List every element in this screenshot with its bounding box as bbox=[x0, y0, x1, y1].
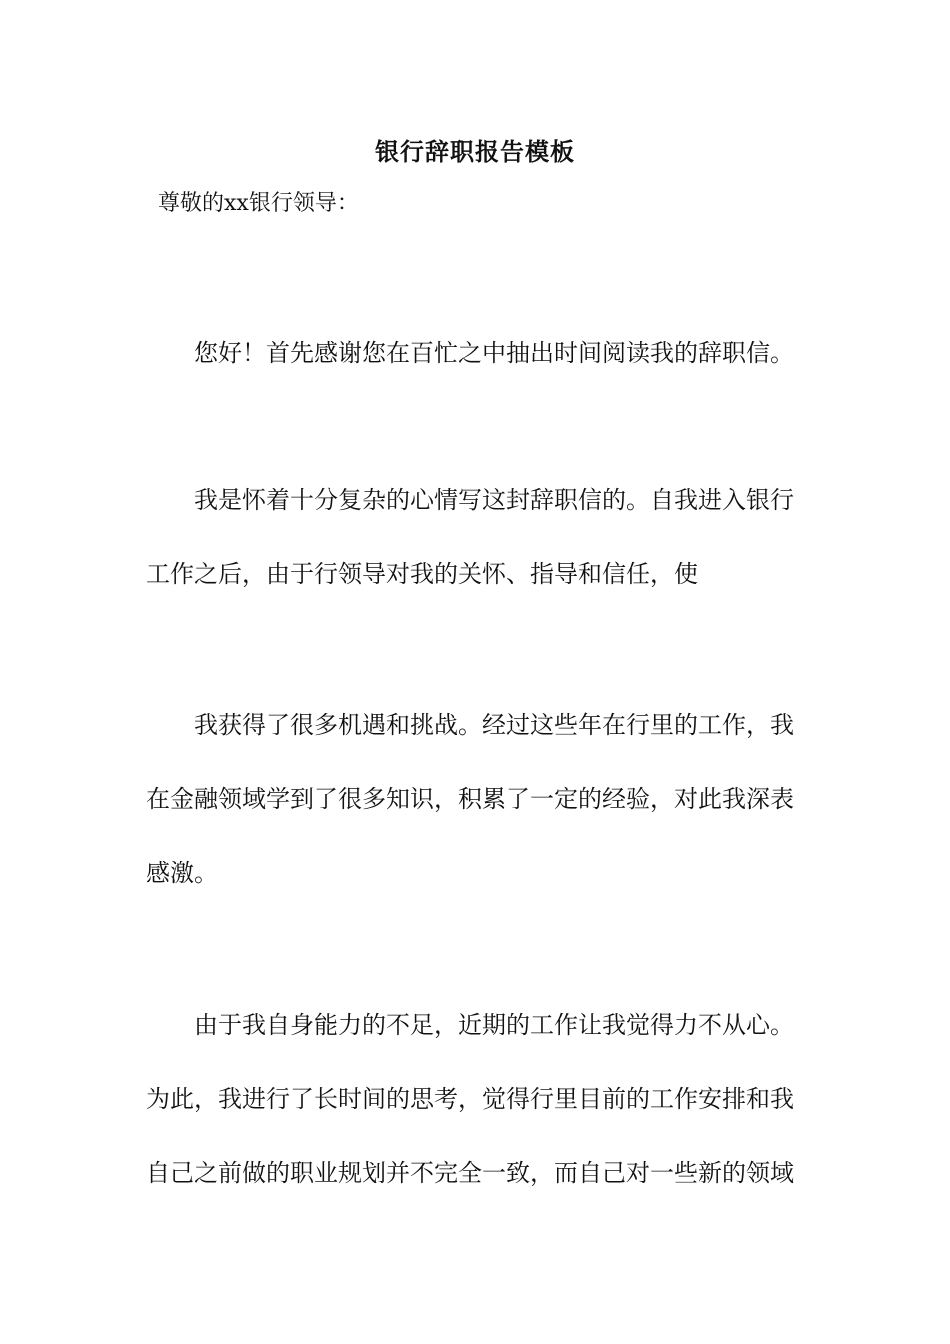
paragraph-line: 由于我自身能力的不足，近期的工作让我觉得力不从心。 bbox=[194, 1011, 794, 1039]
paragraph-intro bbox=[146, 463, 806, 611]
paragraph-line: 工作之后，由于行领导对我的关怀、指导和信任，使 bbox=[146, 560, 698, 588]
paragraph-line: 您好！首先感谢您在百忙之中抽出时间阅读我的辞职信。 bbox=[194, 339, 794, 367]
paragraph-reason bbox=[146, 988, 806, 1210]
paragraph-line: 为此，我进行了长时间的思考，觉得行里目前的工作安排和我 bbox=[146, 1085, 794, 1113]
document-title: 银行辞职报告模板 bbox=[375, 137, 575, 166]
paragraph-gratitude bbox=[146, 688, 806, 910]
paragraph-line: 我是怀着十分复杂的心情写这封辞职信的。自我进入银行 bbox=[194, 486, 794, 514]
paragraph-line: 自己之前做的职业规划并不完全一致，而自己对一些新的领域 bbox=[146, 1159, 794, 1187]
paragraph-greeting bbox=[146, 316, 806, 390]
salutation: 尊敬的xx银行领导： bbox=[158, 191, 359, 216]
paragraph-line: 在金融领域学到了很多知识，积累了一定的经验，对此我深表 bbox=[146, 785, 794, 813]
paragraph-line: 我获得了很多机遇和挑战。经过这些年在行里的工作，我 bbox=[194, 711, 794, 739]
paragraph-line: 感激。 bbox=[146, 859, 218, 887]
